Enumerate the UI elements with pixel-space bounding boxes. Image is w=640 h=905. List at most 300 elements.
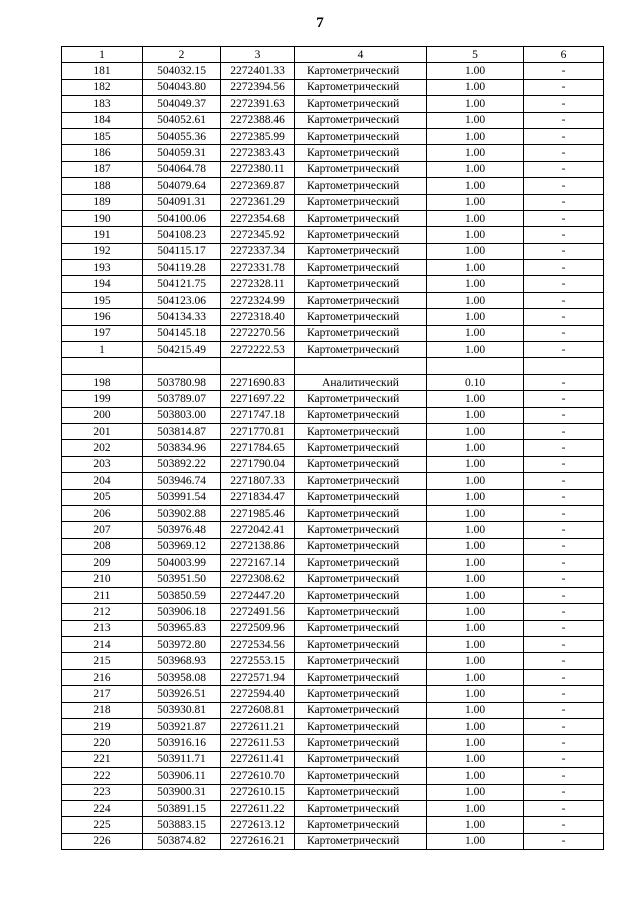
method-cell: Картометрический [295, 669, 427, 685]
method-cell: Картометрический [295, 112, 427, 128]
y-coordinate-cell: 2272616.21 [221, 833, 295, 849]
point-number-cell: 1 [62, 342, 143, 358]
y-coordinate-cell: 2271690.83 [221, 374, 295, 390]
table-row [62, 489, 604, 505]
table-row [62, 309, 604, 325]
accuracy-cell: 1.00 [427, 243, 524, 259]
description-cell: - [524, 227, 604, 243]
y-coordinate-cell: 2272318.40 [221, 309, 295, 325]
x-coordinate-cell: 503850.59 [143, 587, 221, 603]
point-number-cell: 200 [62, 407, 143, 423]
x-coordinate-cell: 503814.87 [143, 423, 221, 439]
x-coordinate-cell: 503780.98 [143, 374, 221, 390]
x-coordinate-cell: 504108.23 [143, 227, 221, 243]
accuracy-cell: 1.00 [427, 423, 524, 439]
method-cell: Аналитический [295, 374, 427, 390]
method-cell: Картометрический [295, 505, 427, 521]
method-cell: Картометрический [295, 768, 427, 784]
y-coordinate-cell: 2272383.43 [221, 145, 295, 161]
description-cell: - [524, 686, 604, 702]
y-coordinate-cell: 2272610.15 [221, 784, 295, 800]
point-number-cell: 196 [62, 309, 143, 325]
method-cell: Картометрический [295, 637, 427, 653]
y-coordinate-cell: 2272447.20 [221, 587, 295, 603]
point-number-cell: 204 [62, 473, 143, 489]
table-row [62, 128, 604, 144]
y-coordinate-cell: 2271784.65 [221, 440, 295, 456]
x-coordinate-cell: 503900.31 [143, 784, 221, 800]
description-cell: - [524, 325, 604, 341]
description-cell: - [524, 440, 604, 456]
x-coordinate-cell: 504055.36 [143, 128, 221, 144]
point-number-cell: 191 [62, 227, 143, 243]
accuracy-cell: 1.00 [427, 63, 524, 79]
x-coordinate-cell [143, 358, 221, 374]
y-coordinate-cell: 2272385.99 [221, 128, 295, 144]
y-coordinate-cell: 2271807.33 [221, 473, 295, 489]
column-header-method: 4 [295, 47, 427, 63]
point-number-cell: 208 [62, 538, 143, 554]
point-number-cell [62, 358, 143, 374]
method-cell: Картометрический [295, 440, 427, 456]
point-number-cell: 182 [62, 79, 143, 95]
accuracy-cell: 1.00 [427, 702, 524, 718]
point-number-cell: 201 [62, 423, 143, 439]
method-cell: Картометрический [295, 800, 427, 816]
method-cell: Картометрический [295, 161, 427, 177]
point-number-cell: 218 [62, 702, 143, 718]
y-coordinate-cell: 2271834.47 [221, 489, 295, 505]
y-coordinate-cell: 2271697.22 [221, 391, 295, 407]
accuracy-cell: 1.00 [427, 800, 524, 816]
point-number-cell: 222 [62, 768, 143, 784]
y-coordinate-cell: 2272611.53 [221, 735, 295, 751]
y-coordinate-cell: 2272167.14 [221, 555, 295, 571]
page-number: 7 [316, 15, 324, 31]
column-header-x: 2 [143, 47, 221, 63]
x-coordinate-cell: 503972.80 [143, 637, 221, 653]
table-row [62, 292, 604, 308]
table-row [62, 178, 604, 194]
y-coordinate-cell: 2272331.78 [221, 260, 295, 276]
y-coordinate-cell: 2271770.81 [221, 423, 295, 439]
description-cell: - [524, 276, 604, 292]
description-cell: - [524, 292, 604, 308]
description-cell: - [524, 784, 604, 800]
y-coordinate-cell: 2272571.94 [221, 669, 295, 685]
column-header-point-number: 1 [62, 47, 143, 63]
y-coordinate-cell: 2272611.22 [221, 800, 295, 816]
table-row [62, 653, 604, 669]
x-coordinate-cell: 503911.71 [143, 751, 221, 767]
table-row [62, 96, 604, 112]
point-number-cell: 207 [62, 522, 143, 538]
method-cell: Картометрический [295, 473, 427, 489]
description-cell: - [524, 719, 604, 735]
description-cell [524, 358, 604, 374]
x-coordinate-cell: 504215.49 [143, 342, 221, 358]
accuracy-cell: 1.00 [427, 817, 524, 833]
point-number-cell: 219 [62, 719, 143, 735]
column-header-description: 6 [524, 47, 604, 63]
accuracy-cell: 1.00 [427, 128, 524, 144]
method-cell: Картометрический [295, 391, 427, 407]
accuracy-cell: 1.00 [427, 538, 524, 554]
accuracy-cell: 1.00 [427, 473, 524, 489]
accuracy-cell: 1.00 [427, 620, 524, 636]
point-number-cell: 187 [62, 161, 143, 177]
description-cell: - [524, 145, 604, 161]
accuracy-cell: 1.00 [427, 604, 524, 620]
table-row [62, 735, 604, 751]
table-row [62, 522, 604, 538]
method-cell: Картометрический [295, 178, 427, 194]
description-cell: - [524, 768, 604, 784]
method-cell: Картометрический [295, 686, 427, 702]
accuracy-cell: 1.00 [427, 342, 524, 358]
y-coordinate-cell: 2272401.33 [221, 63, 295, 79]
method-cell: Картометрический [295, 325, 427, 341]
point-number-cell: 203 [62, 456, 143, 472]
x-coordinate-cell: 504059.31 [143, 145, 221, 161]
description-cell: - [524, 653, 604, 669]
y-coordinate-cell: 2272308.62 [221, 571, 295, 587]
x-coordinate-cell: 503906.18 [143, 604, 221, 620]
y-coordinate-cell: 2272369.87 [221, 178, 295, 194]
method-cell: Картометрический [295, 145, 427, 161]
description-cell: - [524, 342, 604, 358]
x-coordinate-cell: 504052.61 [143, 112, 221, 128]
y-coordinate-cell: 2271790.04 [221, 456, 295, 472]
y-coordinate-cell: 2272388.46 [221, 112, 295, 128]
accuracy-cell: 1.00 [427, 161, 524, 177]
description-cell: - [524, 817, 604, 833]
point-number-cell: 190 [62, 210, 143, 226]
table-row [62, 571, 604, 587]
description-cell: - [524, 63, 604, 79]
description-cell: - [524, 505, 604, 521]
table-row [62, 374, 604, 390]
method-cell: Картометрический [295, 522, 427, 538]
x-coordinate-cell: 504043.80 [143, 79, 221, 95]
table-row [62, 604, 604, 620]
table-row [62, 719, 604, 735]
accuracy-cell: 1.00 [427, 505, 524, 521]
method-cell: Картометрический [295, 243, 427, 259]
description-cell: - [524, 79, 604, 95]
accuracy-cell: 1.00 [427, 833, 524, 849]
table-row [62, 358, 604, 374]
y-coordinate-cell: 2272611.21 [221, 719, 295, 735]
y-coordinate-cell: 2272345.92 [221, 227, 295, 243]
table-row [62, 243, 604, 259]
table-row [62, 620, 604, 636]
method-cell: Картометрический [295, 587, 427, 603]
x-coordinate-cell: 503891.15 [143, 800, 221, 816]
table-row [62, 112, 604, 128]
y-coordinate-cell: 2272270.56 [221, 325, 295, 341]
accuracy-cell: 1.00 [427, 456, 524, 472]
description-cell: - [524, 735, 604, 751]
table-row [62, 407, 604, 423]
table-row [62, 161, 604, 177]
accuracy-cell: 0.10 [427, 374, 524, 390]
accuracy-cell: 1.00 [427, 260, 524, 276]
table-row [62, 784, 604, 800]
accuracy-cell: 1.00 [427, 587, 524, 603]
point-number-cell: 188 [62, 178, 143, 194]
point-number-cell: 214 [62, 637, 143, 653]
point-number-cell: 185 [62, 128, 143, 144]
y-coordinate-cell: 2272553.15 [221, 653, 295, 669]
table-row [62, 800, 604, 816]
method-cell: Картометрический [295, 555, 427, 571]
table-row [62, 210, 604, 226]
table-row [62, 637, 604, 653]
description-cell: - [524, 555, 604, 571]
description-cell: - [524, 112, 604, 128]
x-coordinate-cell: 504064.78 [143, 161, 221, 177]
point-number-cell: 212 [62, 604, 143, 620]
method-cell: Картометрический [295, 620, 427, 636]
table-row [62, 555, 604, 571]
point-number-cell: 215 [62, 653, 143, 669]
description-cell: - [524, 210, 604, 226]
method-cell: Картометрический [295, 276, 427, 292]
point-number-cell: 211 [62, 587, 143, 603]
method-cell: Картометрический [295, 456, 427, 472]
method-cell: Картометрический [295, 489, 427, 505]
table-row [62, 456, 604, 472]
method-cell: Картометрический [295, 309, 427, 325]
x-coordinate-cell: 504134.33 [143, 309, 221, 325]
description-cell: - [524, 587, 604, 603]
x-coordinate-cell: 504145.18 [143, 325, 221, 341]
table-row [62, 833, 604, 849]
method-cell: Картометрический [295, 719, 427, 735]
accuracy-cell: 1.00 [427, 407, 524, 423]
x-coordinate-cell: 504115.17 [143, 243, 221, 259]
accuracy-cell: 1.00 [427, 522, 524, 538]
accuracy-cell: 1.00 [427, 719, 524, 735]
y-coordinate-cell: 2272042.41 [221, 522, 295, 538]
y-coordinate-cell: 2272391.63 [221, 96, 295, 112]
accuracy-cell: 1.00 [427, 489, 524, 505]
method-cell: Картометрический [295, 604, 427, 620]
table-row [62, 768, 604, 784]
point-number-cell: 224 [62, 800, 143, 816]
accuracy-cell: 1.00 [427, 112, 524, 128]
table-row [62, 63, 604, 79]
accuracy-cell: 1.00 [427, 571, 524, 587]
method-cell: Картометрический [295, 784, 427, 800]
table-row [62, 587, 604, 603]
description-cell: - [524, 489, 604, 505]
description-cell: - [524, 456, 604, 472]
accuracy-cell: 1.00 [427, 555, 524, 571]
point-number-cell: 181 [62, 63, 143, 79]
description-cell: - [524, 161, 604, 177]
y-coordinate-cell: 2272613.12 [221, 817, 295, 833]
x-coordinate-cell: 503946.74 [143, 473, 221, 489]
table-row [62, 686, 604, 702]
method-cell: Картометрический [295, 96, 427, 112]
accuracy-cell: 1.00 [427, 210, 524, 226]
y-coordinate-cell: 2272337.34 [221, 243, 295, 259]
x-coordinate-cell: 503965.83 [143, 620, 221, 636]
x-coordinate-cell: 503902.88 [143, 505, 221, 521]
x-coordinate-cell: 503874.82 [143, 833, 221, 849]
description-cell: - [524, 800, 604, 816]
x-coordinate-cell: 503921.87 [143, 719, 221, 735]
point-number-cell: 217 [62, 686, 143, 702]
description-cell: - [524, 620, 604, 636]
y-coordinate-cell: 2272394.56 [221, 79, 295, 95]
point-number-cell: 221 [62, 751, 143, 767]
accuracy-cell: 1.00 [427, 292, 524, 308]
table-row [62, 817, 604, 833]
x-coordinate-cell: 504119.28 [143, 260, 221, 276]
x-coordinate-cell: 503976.48 [143, 522, 221, 538]
accuracy-cell: 1.00 [427, 145, 524, 161]
point-number-cell: 206 [62, 505, 143, 521]
point-number-cell: 199 [62, 391, 143, 407]
y-coordinate-cell: 2272534.56 [221, 637, 295, 653]
point-number-cell: 195 [62, 292, 143, 308]
description-cell: - [524, 423, 604, 439]
point-number-cell: 216 [62, 669, 143, 685]
description-cell: - [524, 522, 604, 538]
accuracy-cell [427, 358, 524, 374]
y-coordinate-cell: 2272354.68 [221, 210, 295, 226]
method-cell: Картометрический [295, 194, 427, 210]
x-coordinate-cell: 503803.00 [143, 407, 221, 423]
x-coordinate-cell: 504079.64 [143, 178, 221, 194]
point-number-cell: 226 [62, 833, 143, 849]
table-row [62, 260, 604, 276]
accuracy-cell: 1.00 [427, 178, 524, 194]
table-row [62, 194, 604, 210]
table-row [62, 79, 604, 95]
method-cell: Картометрический [295, 260, 427, 276]
point-number-cell: 197 [62, 325, 143, 341]
table-row [62, 342, 604, 358]
description-cell: - [524, 374, 604, 390]
table-row [62, 473, 604, 489]
point-number-cell: 193 [62, 260, 143, 276]
point-number-cell: 184 [62, 112, 143, 128]
description-cell: - [524, 260, 604, 276]
x-coordinate-cell: 503892.22 [143, 456, 221, 472]
point-number-cell: 209 [62, 555, 143, 571]
x-coordinate-cell: 503916.16 [143, 735, 221, 751]
table-row [62, 440, 604, 456]
accuracy-cell: 1.00 [427, 227, 524, 243]
method-cell: Картометрический [295, 653, 427, 669]
y-coordinate-cell: 2272361.29 [221, 194, 295, 210]
method-cell: Картометрический [295, 63, 427, 79]
x-coordinate-cell: 503951.50 [143, 571, 221, 587]
table-body [62, 63, 604, 850]
table-header-row [62, 47, 604, 63]
y-coordinate-cell: 2272222.53 [221, 342, 295, 358]
point-number-cell: 183 [62, 96, 143, 112]
accuracy-cell: 1.00 [427, 637, 524, 653]
table-row [62, 325, 604, 341]
description-cell: - [524, 178, 604, 194]
point-number-cell: 210 [62, 571, 143, 587]
point-number-cell: 198 [62, 374, 143, 390]
point-number-cell: 186 [62, 145, 143, 161]
x-coordinate-cell: 503958.08 [143, 669, 221, 685]
description-cell: - [524, 604, 604, 620]
accuracy-cell: 1.00 [427, 194, 524, 210]
x-coordinate-cell: 504091.31 [143, 194, 221, 210]
description-cell: - [524, 96, 604, 112]
description-cell: - [524, 391, 604, 407]
y-coordinate-cell: 2271747.18 [221, 407, 295, 423]
x-coordinate-cell: 504003.99 [143, 555, 221, 571]
y-coordinate-cell: 2272380.11 [221, 161, 295, 177]
accuracy-cell: 1.00 [427, 440, 524, 456]
method-cell: Картометрический [295, 79, 427, 95]
description-cell: - [524, 751, 604, 767]
point-number-cell: 225 [62, 817, 143, 833]
accuracy-cell: 1.00 [427, 784, 524, 800]
description-cell: - [524, 637, 604, 653]
point-number-cell: 202 [62, 440, 143, 456]
method-cell: Картометрический [295, 342, 427, 358]
method-cell: Картометрический [295, 423, 427, 439]
point-number-cell: 223 [62, 784, 143, 800]
accuracy-cell: 1.00 [427, 96, 524, 112]
x-coordinate-cell: 503789.07 [143, 391, 221, 407]
method-cell: Картометрический [295, 833, 427, 849]
y-coordinate-cell [221, 358, 295, 374]
x-coordinate-cell: 503926.51 [143, 686, 221, 702]
accuracy-cell: 1.00 [427, 735, 524, 751]
table-row [62, 538, 604, 554]
x-coordinate-cell: 503834.96 [143, 440, 221, 456]
method-cell: Картометрический [295, 735, 427, 751]
point-number-cell: 189 [62, 194, 143, 210]
x-coordinate-cell: 503991.54 [143, 489, 221, 505]
y-coordinate-cell: 2272324.99 [221, 292, 295, 308]
accuracy-cell: 1.00 [427, 768, 524, 784]
x-coordinate-cell: 503930.81 [143, 702, 221, 718]
table-row [62, 669, 604, 685]
table-row [62, 505, 604, 521]
description-cell: - [524, 128, 604, 144]
point-number-cell: 220 [62, 735, 143, 751]
point-number-cell: 213 [62, 620, 143, 636]
method-cell: Картометрический [295, 702, 427, 718]
description-cell: - [524, 473, 604, 489]
table-row [62, 702, 604, 718]
description-cell: - [524, 571, 604, 587]
accuracy-cell: 1.00 [427, 276, 524, 292]
description-cell: - [524, 538, 604, 554]
description-cell: - [524, 702, 604, 718]
y-coordinate-cell: 2272608.81 [221, 702, 295, 718]
y-coordinate-cell: 2272491.56 [221, 604, 295, 620]
table-row [62, 145, 604, 161]
table-row [62, 276, 604, 292]
y-coordinate-cell: 2272328.11 [221, 276, 295, 292]
point-number-cell: 192 [62, 243, 143, 259]
y-coordinate-cell: 2271985.46 [221, 505, 295, 521]
point-number-cell: 194 [62, 276, 143, 292]
